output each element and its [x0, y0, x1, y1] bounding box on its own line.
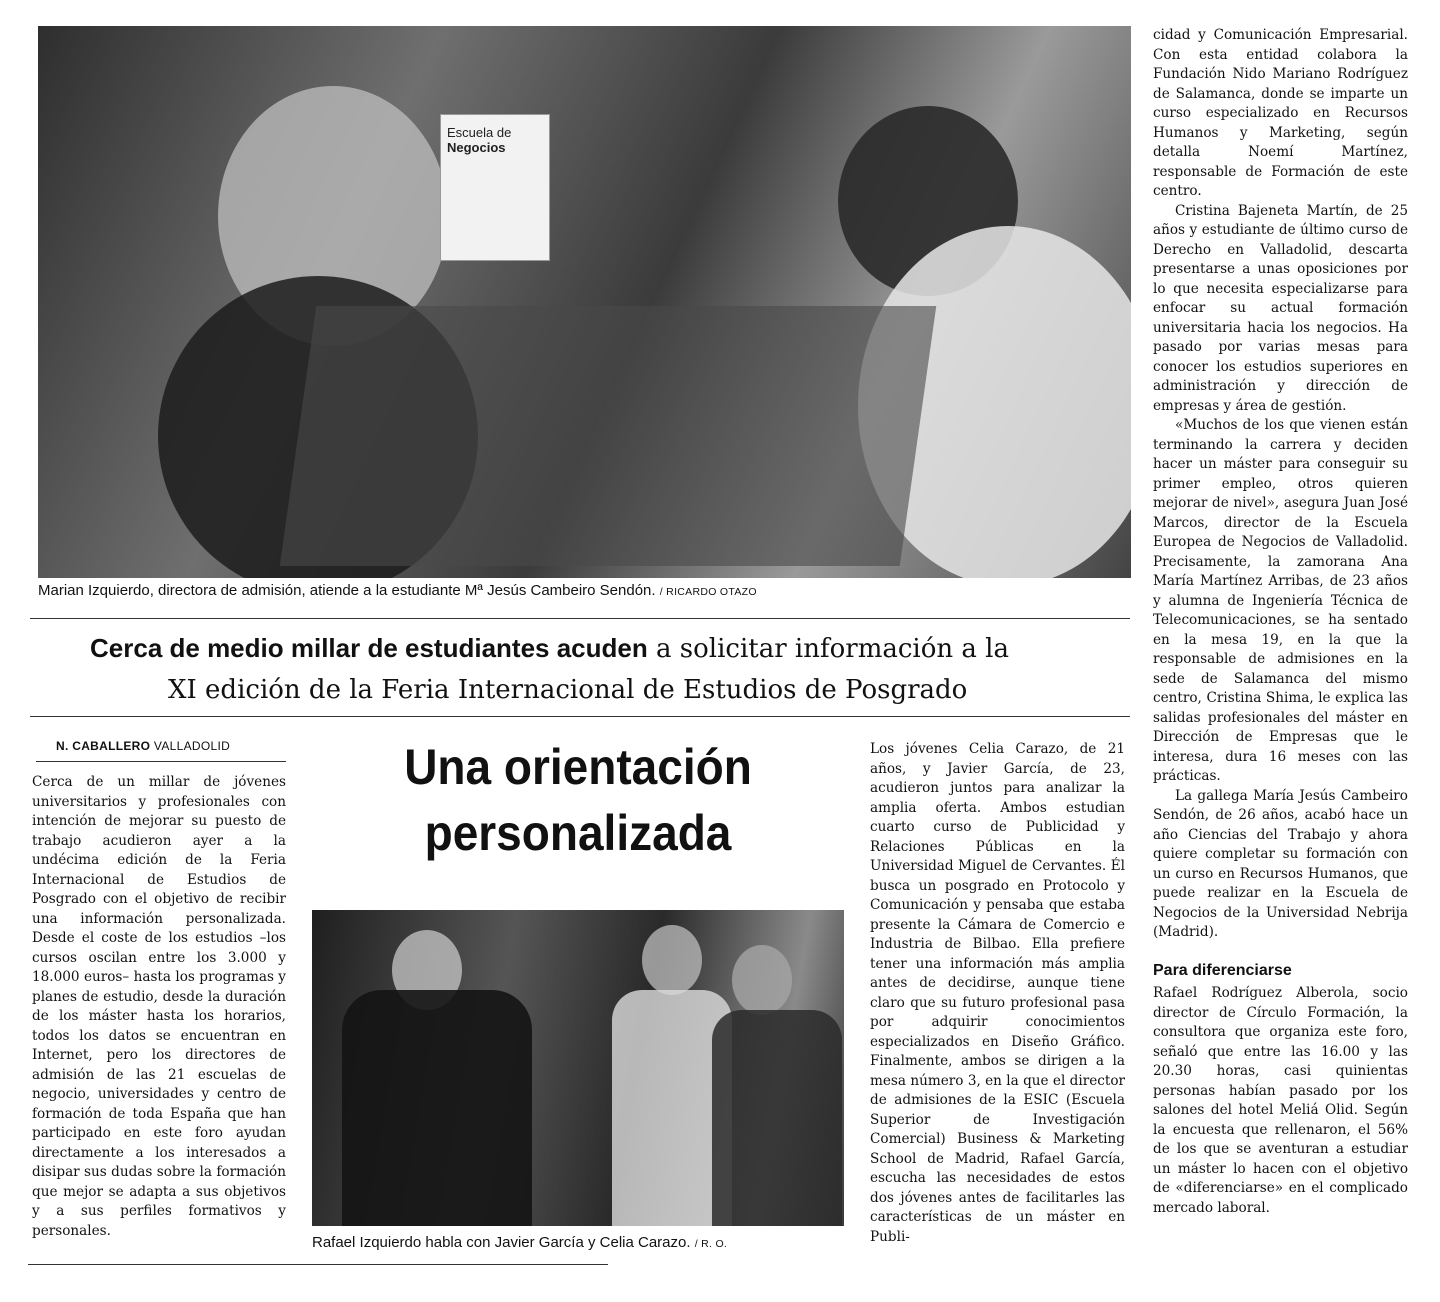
young-woman-head [732, 945, 792, 1015]
col3-paragraph-1: Los jóvenes Celia Carazo, de 21 años, y Javier García, de 23, acudieron juntos para analizar la amplia oferta. Ambos estudian cuarto curso de Publicidad y Relaciones Públicas en la Universidad Miguel de Cervantes. Él busca un posgrado en Protocolo y Comunicación y pensaba que estaba presente la Cámara de Comercio e Industria de Bilbao. Ella prefiere tener una información más amplia antes de decidirse, aunque tiene claro que su futuro profesional pasa por adquirir conocimientos especializados en Diseño Gráfico. Finalmente, ambos se dirigen a la mesa número 3, en la que el director de admisiones de la ESIC (Escuela Superior de Investigación Comercial) Business & Marketing School de Madrid, Rafael García, escucha las necesidades de estos dos jóvenes antes de facilitarles las características de un máster en Publi- [870, 741, 1125, 1245]
sign-line2: Negocios [447, 140, 506, 155]
main-photo-credit: / RICARDO OTAZO [659, 586, 757, 598]
col4-paragraph-3: «Muchos de los que vienen están terminando la carrera y deciden hacer un máster para conseguir su primer empleo, otros quieren mejorar de nivel», asegura Juan José Marcos, director de la Escuela Europea de Negocios de Valladolid. Precisamente, la zamorana Ana María Martínez Arribas, de 23 años y alumna de Ingeniería Técnica de Telecomunicaciones, se ha sentado en la mesa 19, en la que la responsable de admisiones en la sede de Salamanca del mismo centro, Cristina Shima, le explica las salidas profesionales del máster en Dirección de Empresas que le interesa, dura 16 meses con las prácticas. [1153, 417, 1408, 784]
col4-paragraph-1: cidad y Comunicación Empresarial. Con esta entidad colabora la Fundación Nido Mariano Rodríguez de Salamanca, donde se imparte un curso especializado en Recursos Humanos y Marketing, según detalla Noemí Martínez, responsable de Formación de este centro. [1153, 27, 1408, 199]
article-column-4 [1153, 26, 1408, 1218]
col4-paragraph-2: Cristina Bajeneta Martín, de 25 años y estudiante de último curso de Derecho en Valladolid, descarta presentarse a unas oposiciones por lo que necesita especializarse para enfocar su actual formación universitaria hacia los negocios. Ha pasado por varias mesas para conocer los estudios superiores en administración y dirección de empresas y área de gestión. [1153, 202, 1408, 414]
article-column-3 [870, 740, 1125, 1247]
secondary-photo-caption [312, 1234, 727, 1251]
main-photo-caption-text: Marian Izquierdo, directora de admisión, atiende a la estudiante Mª Jesús Cambeiro Sendón. [38, 582, 656, 599]
byline-rule [36, 761, 286, 762]
kicker-line1 [90, 633, 1009, 664]
col4-subhead: Para diferenciarse [1153, 961, 1292, 979]
main-photo-caption [38, 582, 757, 599]
byline-city: VALLADOLID [153, 739, 231, 753]
headline-line1: Una orientación [404, 739, 752, 795]
man-suit [342, 990, 532, 1226]
secondary-photo [312, 910, 844, 1226]
escuela-negocios-sign [440, 114, 550, 261]
kicker-line2: XI edición de la Feria Internacional de Estudios de Posgrado [168, 675, 968, 705]
table-with-brochures [280, 306, 937, 566]
article-column-1 [32, 773, 286, 1241]
kicker-bold: Cerca de medio millar de estudiantes acuden [90, 633, 648, 663]
byline [56, 739, 230, 753]
bottom-rule [28, 1264, 608, 1265]
kicker-top-rule [30, 618, 1130, 619]
main-photo [38, 26, 1131, 578]
kicker-rest: a solicitar información a la [647, 634, 1009, 664]
secondary-photo-caption-text: Rafael Izquierdo habla con Javier García y Celia Carazo. [312, 1234, 691, 1251]
col4-paragraph-5: Rafael Rodríguez Alberola, socio director de Círculo Formación, la consultora que organiza este foro, señaló que entre las 16.00 y las 20.30 horas, casi quinientas personas habían pasado por los salones del hotel Meliá Olid. Según la encuesta que rellenaron, el 56% de los que se aventuran a estudiar un máster lo hacen con el objetivo de «diferenciarse» en el complicado mercado laboral. [1153, 985, 1408, 1216]
kicker-bottom-rule [30, 716, 1130, 717]
col4-paragraph-4: La gallega María Jesús Cambeiro Sendón, de 26 años, acabó hace un año Ciencias del Trabajo y ahora quiere completar su formación con un curso en Recursos Humanos, que puede realizar en la Escuela de Negocios de la Universidad Nebrija (Madrid). [1153, 787, 1408, 940]
young-man-head [642, 925, 702, 995]
secondary-photo-credit: / R. O. [694, 1238, 728, 1250]
sign-line1: Escuela de [447, 125, 512, 140]
young-woman-jacket [712, 1010, 842, 1226]
byline-author: N. CABALLERO [56, 739, 151, 753]
col1-paragraph-1: Cerca de un millar de jóvenes universitarios y profesionales con intención de mejorar su puesto de trabajo acudieron ayer a la undécima edición de la Feria Internacional de Estudios de Posgrado con el objetivo de recibir una información personalizada. Desde el coste de los estudios –los cursos oscilan entre los 3.000 y 18.000 euros– hasta los programas y planes de estudio, desde la duración de los máster hasta los horarios, todos los datos se encuentran en Internet, pero los directores de admisión de las 21 escuelas de negocio, universidades y centro de formación de toda España que han participado en este foro ayudan directamente a los interesados a disipar sus dudas sobre la formación que mejor se adapta a sus objetivos y a sus perfiles formativos y personales. [32, 774, 286, 1239]
headline [333, 734, 822, 866]
headline-line2: personalizada [424, 805, 732, 861]
